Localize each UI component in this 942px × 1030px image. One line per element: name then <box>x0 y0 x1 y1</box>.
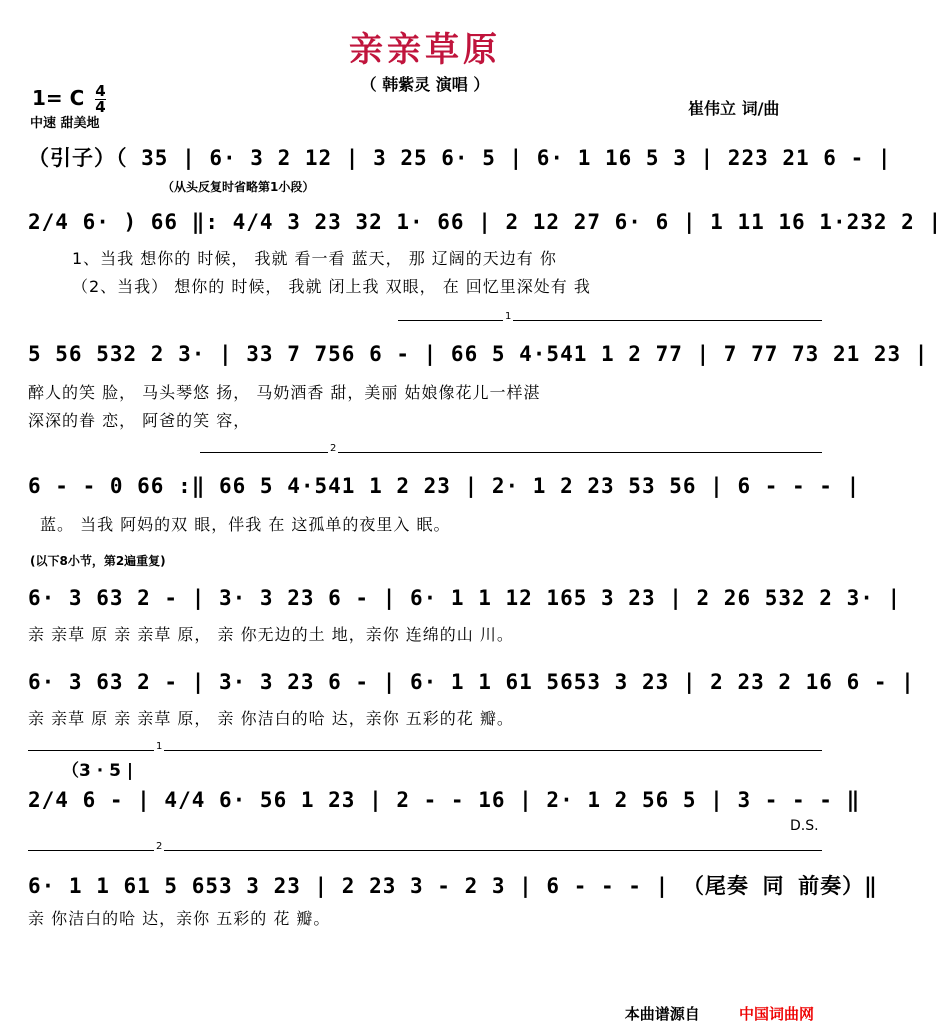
lyric-line-5: 亲 亲草 原 亲 亲草 原， 亲 你无边的土 地，亲你 连绵的山 川。 <box>28 625 514 644</box>
volta-bracket-2: 2 <box>200 452 822 453</box>
intro-note: （从头反复时省略第1小段） <box>162 180 315 194</box>
lyric-line-6: 亲 亲草 原 亲 亲草 原， 亲 你洁白的哈 达，亲你 五彩的花 瓣。 <box>28 709 514 728</box>
song-title: 亲亲草原 <box>349 30 501 70</box>
brand-link[interactable]: 中国词曲网 <box>738 1005 814 1023</box>
volta-bracket-3: 1 <box>28 750 822 751</box>
notation-line-4: 6 - - 0 66 :‖ 66 5 4·541 1 2 23 | 2· 1 2 23 53 56 | 6 - - - | <box>28 474 861 498</box>
notation-line-7: 2/4 6 - | 4/4 6· 56 1 23 | 2 - - 16 | 2· 1 2 56 5 | 3 - - - ‖ <box>28 788 861 812</box>
ds-marking: D.S. <box>790 818 819 834</box>
notation-line-2: 2/4 6· ) 66 ‖: 4/4 3 23 32 1· 66 | 2 12 27 6· 6 | 1 11 16 1·232 2 | <box>28 210 942 234</box>
key-label: 1= C <box>32 86 85 110</box>
footer <box>625 1003 814 1024</box>
key-signature <box>32 84 106 115</box>
source-label: 本曲谱源自 <box>624 1005 700 1023</box>
tempo-marking: 中速 甜美地 <box>30 116 100 131</box>
volta-bracket-4: 2 <box>28 850 822 851</box>
notation-line-5: 6· 3 63 2 - | 3· 3 23 6 - | 6· 1 1 12 165 3 23 | 2 26 532 2 3· | <box>28 586 902 610</box>
notation-line-3: 5 56 532 2 3· | 33 7 756 6 - | 66 5 4·541 1 2 77 | 7 77 73 21 23 | <box>28 342 929 366</box>
notation-line-6: 6· 3 63 2 - | 3· 3 23 6 - | 6· 1 1 61 5653 3 23 | 2 23 2 16 6 - | <box>28 670 915 694</box>
lyric-line-2b: （2、当我） 想你的 时候， 我就 闭上我 双眼， 在 回忆里深处有 我 <box>72 277 591 296</box>
lyric-line-8: 亲 你洁白的哈 达，亲你 五彩的 花 瓣。 <box>28 909 331 928</box>
time-signature <box>95 84 105 115</box>
lyric-line-4: 蓝。 当我 阿妈的双 眼，伴我 在 这孤单的夜里入 眠。 <box>40 515 451 534</box>
notation-line-1: （引子）（ 35 | 6· 3 2 12 | 3 25 6· 5 | 6· 1 16 5 3 | 223 21 6 - | <box>28 146 892 170</box>
lyric-line-3b: 深深的眷 恋， 阿爸的笑 容， <box>28 411 251 430</box>
repeat-note: (以下8小节，第2遍重复) <box>30 554 166 568</box>
notation-line-8: 6· 1 1 61 5 653 3 23 | 2 23 3 - 2 3 | 6 - - - | （尾奏 同 前奏）‖ <box>28 874 878 898</box>
volta-bracket-1: 1 <box>398 320 822 321</box>
lyric-line-3a: 醉人的笑 脸， 马头琴悠 扬， 马奶酒香 甜，美丽 姑娘像花儿一样湛 <box>28 383 541 402</box>
time-bottom: 4 <box>95 98 106 116</box>
singer-credit: （ 韩紫灵 演唱 ） <box>360 75 490 94</box>
lyric-line-2a: 1、当我 想你的 时候， 我就 看一看 蓝天， 那 辽阔的天边有 你 <box>72 249 557 268</box>
composer-credit: 崔伟立 词/曲 <box>688 99 780 118</box>
pickup-notes: （3 · 5 | <box>62 761 134 781</box>
time-top: 4 <box>95 82 106 100</box>
